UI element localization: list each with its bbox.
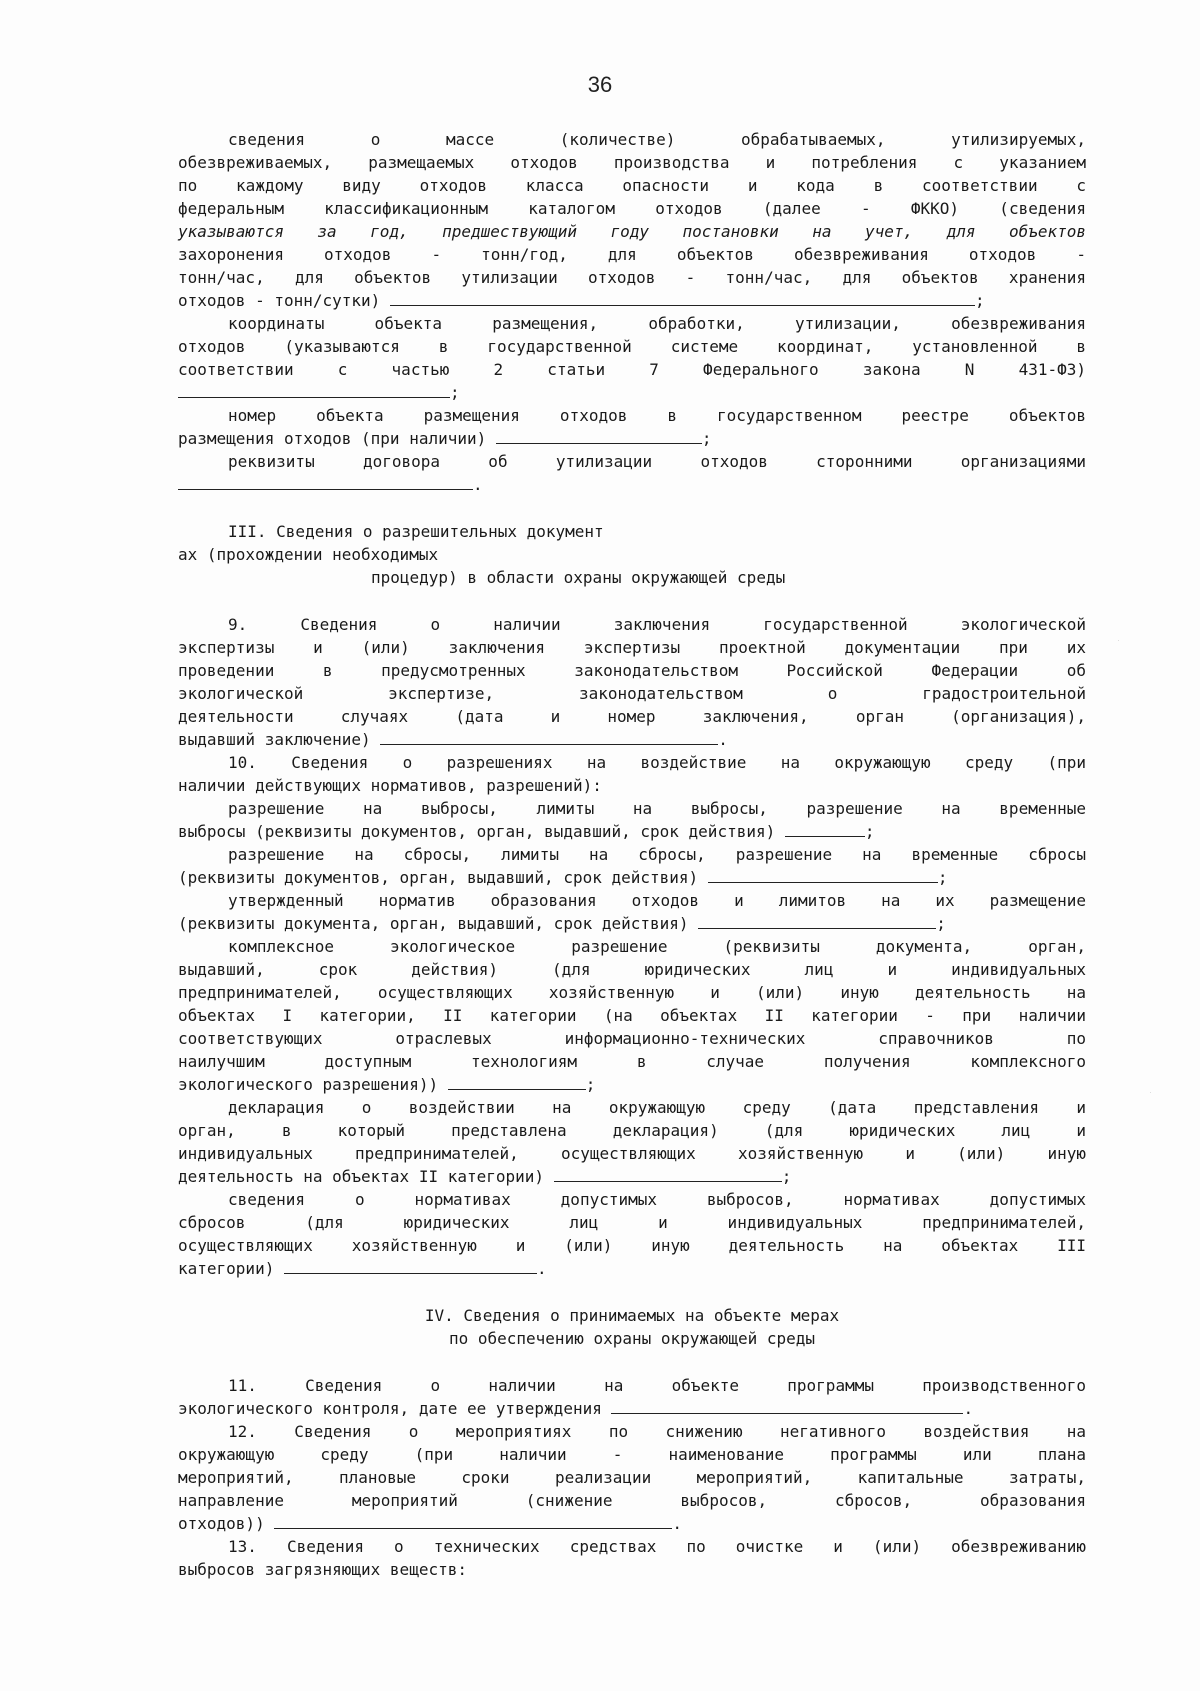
text-line: наилучшим доступным технологиям в случае получения комплексного [178, 1052, 1086, 1071]
text-fragment: отходов)) [178, 1514, 265, 1533]
text-fragment: деятельность на объектах II категории) [178, 1167, 545, 1186]
text-line: направление мероприятий (снижение выбросов, сбросов, образования [178, 1491, 1086, 1510]
text-line: разрешение на сбросы, лимиты на сбросы, разрешение на временные сбросы [228, 845, 1086, 864]
text-line [178, 1512, 1086, 1535]
heading-line: III. Сведения о разрешительных документ [228, 522, 604, 541]
text-line: наличии действующих нормативов, разрешений): [178, 776, 602, 795]
text-line [178, 427, 1086, 450]
paragraph-9 [178, 613, 1086, 751]
text-line: федеральным классификационным каталогом отходов (далее - ФККО) (сведения [178, 199, 1086, 218]
text-line: отходов (указываются в государственной системе координат, установленной в [178, 337, 1086, 356]
text-line [178, 1165, 1086, 1188]
section-heading-4 [178, 1304, 1086, 1350]
text-line: реквизиты договора об утилизации отходов сторонними организациями [228, 452, 1086, 471]
text-line: сведения о массе (количестве) обрабатываемых, утилизируемых, [228, 130, 1086, 149]
text-line [178, 728, 1086, 751]
heading-line: IV. Сведения о принимаемых на объекте мерах [424, 1306, 840, 1325]
spacer [178, 1350, 1086, 1374]
text-line: деятельности случаях (дата и номер заключения, орган (организация), [178, 707, 1086, 726]
punct: ; [701, 429, 712, 448]
text-line [178, 381, 1086, 404]
text-fragment: выдавший заключение) [178, 730, 371, 749]
text-line: декларация о воздействии на окружающую среду (дата представления и [228, 1098, 1086, 1117]
text-line: 10. Сведения о разрешениях на воздействие на окружающую среду (при [228, 753, 1086, 772]
paragraph-waste-mass [178, 128, 1086, 312]
punct: . [473, 475, 483, 494]
text-line [178, 1397, 1086, 1420]
paragraph-10-discharges [178, 843, 1086, 889]
fill-in-line[interactable] [554, 1165, 782, 1182]
fill-in-line[interactable] [390, 289, 975, 306]
punct: . [963, 1399, 974, 1418]
text-line: сведения о нормативах допустимых выбросов, нормативах допустимых [228, 1190, 1086, 1209]
paragraph-13 [178, 1535, 1086, 1581]
scan-speck [1118, 640, 1119, 641]
punct: ; [864, 822, 875, 841]
text-line: окружающую среду (при наличии - наименование программы или плана [178, 1445, 1086, 1464]
punct: ; [936, 914, 946, 933]
text-line [178, 1073, 1086, 1096]
text-line: обезвреживаемых, размещаемых отходов производства и потребления с указанием [178, 153, 1086, 172]
text-line: соответствии с частью 2 статьи 7 Федерального закона N 431-ФЗ) [178, 360, 1086, 379]
scan-speck [1150, 1092, 1151, 1093]
fill-in-line[interactable] [698, 912, 936, 929]
text-line [178, 866, 1086, 889]
text-fragment: выбросы (реквизиты документов, орган, выдавший, срок действия) [178, 822, 776, 841]
fill-in-line[interactable] [178, 381, 450, 398]
spacer [178, 496, 1086, 520]
fill-in-line[interactable] [611, 1397, 963, 1414]
spacer [178, 589, 1086, 613]
fill-in-line[interactable] [284, 1257, 537, 1274]
text-line: осуществляющих хозяйственную и (или) иную деятельность на объектах III [178, 1236, 1086, 1255]
text-line: 12. Сведения о мероприятиях по снижению негативного воздействия на [228, 1422, 1086, 1441]
fill-in-line[interactable] [274, 1512, 672, 1529]
paragraph-coordinates [178, 312, 1086, 404]
punct: ; [974, 291, 985, 310]
paragraph-10-norms [178, 1188, 1086, 1280]
fill-in-line[interactable] [448, 1073, 586, 1090]
fill-in-line[interactable] [708, 866, 938, 883]
paragraph-10-emissions [178, 797, 1086, 843]
text-fragment: отходов - тонн/сутки) [178, 291, 381, 310]
page-number: 36 [587, 72, 613, 97]
fill-in-line[interactable] [178, 473, 473, 490]
text-line: разрешение на выбросы, лимиты на выбросы, разрешение на временные [228, 799, 1086, 818]
text-line: проведении в предусмотренных законодательством Российской Федерации об [178, 661, 1086, 680]
text-line: тонн/час, для объектов утилизации отходов - тонн/час, для объектов хранения [178, 268, 1086, 287]
text-line: 9. Сведения о наличии заключения государственной экологической [228, 615, 1086, 634]
paragraph-registry [178, 404, 1086, 450]
text-line [178, 289, 1086, 312]
spacer [178, 1280, 1086, 1304]
text-fragment: (реквизиты документов, орган, выдавший, срок действия) [178, 868, 699, 887]
punct: ; [937, 868, 948, 887]
text-line: утвержденный норматив образования отходов и лимитов на их размещение [228, 891, 1086, 910]
text-line: выбросов загрязняющих веществ: [178, 1560, 467, 1579]
paragraph-11 [178, 1374, 1086, 1420]
text-line: номер объекта размещения отходов в государственном реестре объектов [228, 406, 1086, 425]
text-line [178, 912, 1086, 935]
heading-line: ах (прохождении необходимых [178, 545, 439, 564]
text-fragment: экологического разрешения)) [178, 1075, 439, 1094]
text-line [178, 473, 1086, 496]
text-line: экологической экспертизе, законодательством о градостроительной [178, 684, 1086, 703]
fill-in-line[interactable] [785, 820, 865, 837]
text-line: экспертизы и (или) заключения экспертизы проектной документации при их [178, 638, 1086, 657]
text-line [178, 1257, 1086, 1280]
text-line: 11. Сведения о наличии на объекте программы производственного [228, 1376, 1086, 1395]
text-line: захоронения отходов - тонн/год, для объектов обезвреживания отходов - [178, 245, 1086, 264]
text-line: по каждому виду отходов класса опасности и кода в соответствии с [178, 176, 1086, 195]
paragraph-10 [178, 751, 1086, 797]
punct: ; [450, 383, 460, 402]
text-fragment: размещения отходов (при наличии) [178, 429, 487, 448]
text-line: мероприятий, плановые сроки реализации мероприятий, капитальные затраты, [178, 1468, 1086, 1487]
section-heading-3 [178, 520, 1086, 589]
punct: ; [585, 1075, 596, 1094]
text-fragment: экологического контроля, дате ее утверждения [178, 1399, 602, 1418]
text-line: сбросов (для юридических лиц и индивидуальных предпринимателей, [178, 1213, 1086, 1232]
text-line: указываются за год, предшествующий году постановки на учет, для объектов [178, 222, 1086, 241]
text-line: координаты объекта размещения, обработки, утилизации, обезвреживания [228, 314, 1086, 333]
text-line: объектах I категории, II категории (на объектах II категории - при наличии [178, 1006, 1086, 1025]
paragraph-10-declaration [178, 1096, 1086, 1188]
punct: ; [781, 1167, 792, 1186]
text-line: 13. Сведения о технических средствах по очистке и (или) обезвреживанию [228, 1537, 1086, 1556]
punct: . [536, 1259, 547, 1278]
heading-line: по обеспечению охраны окружающей среды [448, 1329, 816, 1348]
text-line [178, 820, 1086, 843]
text-line: комплексное экологическое разрешение (реквизиты документа, орган, [228, 937, 1086, 956]
text-line: соответствующих отраслевых информационно-технических справочников по [178, 1029, 1086, 1048]
document-body [178, 128, 1086, 1581]
text-line: предпринимателей, осуществляющих хозяйственную и (или) иную деятельность на [178, 983, 1086, 1002]
text-fragment: (реквизиты документа, орган, выдавший, срок действия) [178, 914, 689, 933]
heading-line: процедур) в области охраны окружающей среды [371, 568, 786, 587]
text-line: орган, в который представлена декларация) (для юридических лиц и [178, 1121, 1086, 1140]
text-line: выдавший, срок действия) (для юридических лиц и индивидуальных [178, 960, 1086, 979]
text-fragment: категории) [178, 1259, 275, 1278]
paragraph-12 [178, 1420, 1086, 1535]
punct: . [672, 1514, 682, 1533]
paragraph-10-waste-norm [178, 889, 1086, 935]
text-line: индивидуальных предпринимателей, осуществляющих хозяйственную и (или) иную [178, 1144, 1086, 1163]
paragraph-contract [178, 450, 1086, 496]
punct: . [718, 730, 728, 749]
fill-in-line[interactable] [496, 427, 702, 444]
paragraph-10-complex-permit [178, 935, 1086, 1096]
fill-in-line[interactable] [380, 728, 718, 745]
